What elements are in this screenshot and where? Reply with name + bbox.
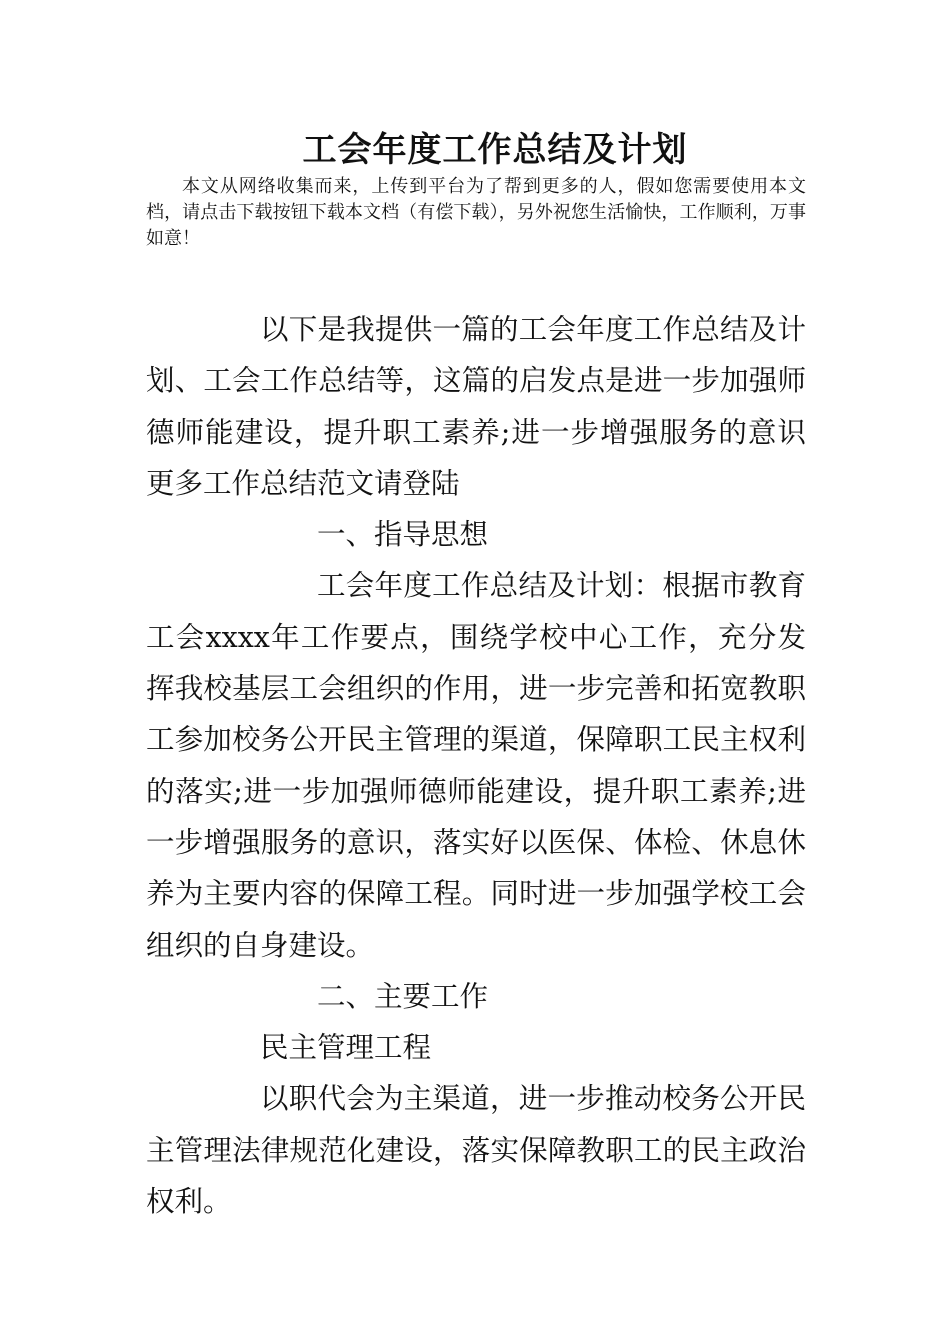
section-heading-main-work: 二、主要工作 [317,979,489,1013]
intro-paragraph: 以下是我提供一篇的工会年度工作总结及计划、工会工作总结等，这篇的启发点是进一步加强师德师能建设，提升职工素养;进一步增强服务的意识更多工作总结范文请登陆 [146,313,806,500]
download-notice: 本文从网络收集而来，上传到平台为了帮到更多的人，假如您需要使用本文档，请点击下载按钮下载本文档（有偿下载），另外祝您生活愉快，工作顺利，万事如意！ [146,176,806,249]
document-body [146,304,806,1227]
section-heading-guiding-ideology: 一、指导思想 [317,518,489,552]
section-guiding-ideology-body: 工会年度工作总结及计划：根据市教育工会xxxx年工作要点，围绕学校中心工作，充分发挥我校基层工会组织的作用，进一步完善和拓宽教职工参加校务公开民主管理的渠道，保障职工民主权利的落实;进一步加强师德师能建设，提升职工素养;进一步增强服务的意识，落实好以医保、体检、休息休养为主要内容的保障工程。同时进一步加强学校工会组织的自身建设。 [146,569,806,962]
subsection-heading-democratic-management: 民主管理工程 [260,1031,432,1065]
document-title: 工会年度工作总结及计划 [302,130,688,170]
subsection-democratic-management-body: 以职代会为主渠道，进一步推动校务公开民主管理法律规范化建设，落实保障教职工的民主政治权利。 [146,1082,806,1219]
